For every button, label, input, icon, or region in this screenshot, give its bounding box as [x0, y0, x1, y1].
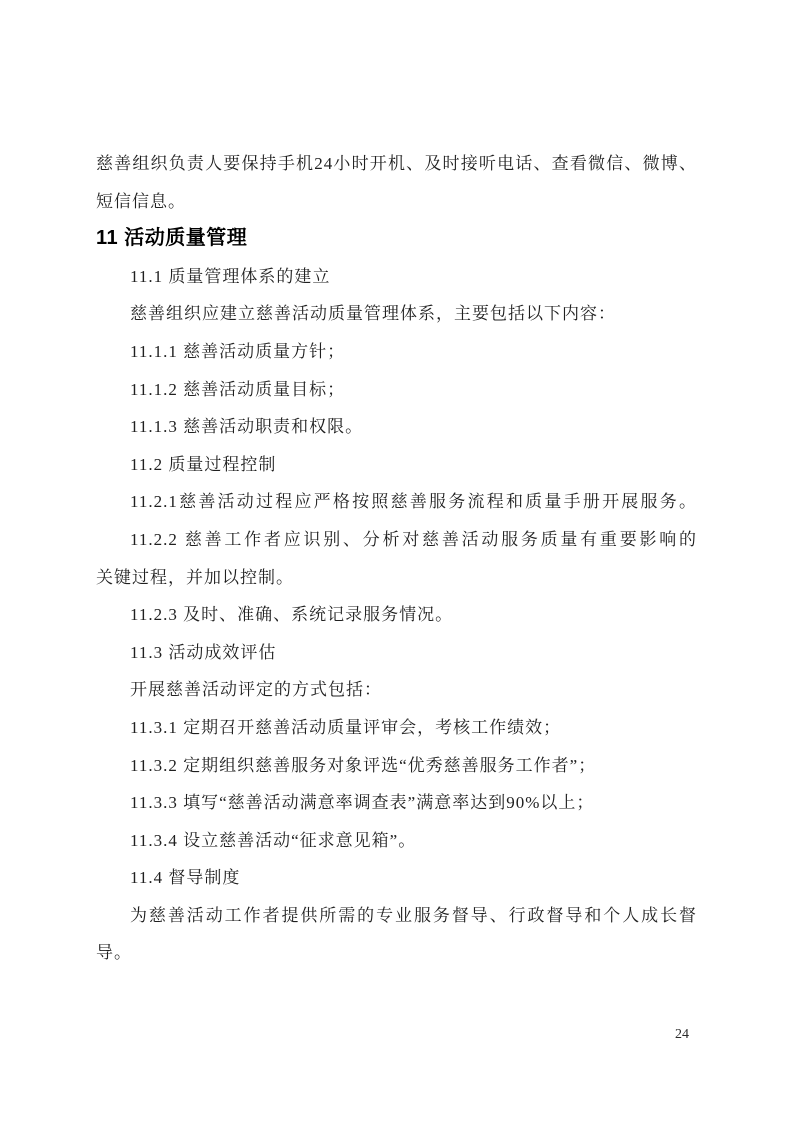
- document-line: 导。: [96, 943, 132, 963]
- section-heading: 11 活动质量管理: [96, 227, 248, 250]
- document-line: 慈善组织负责人要保持手机24小时开机、及时接听电话、查看微信、微博、: [96, 154, 697, 173]
- document-line: 11.2.2 慈善工作者应识别、分析对慈善活动服务质量有重要影响的: [130, 529, 697, 549]
- page-number: 24: [675, 1027, 689, 1042]
- document-line: 11.4 督导制度: [130, 868, 241, 888]
- document-line: 11.1.1 慈善活动质量方针；: [130, 341, 346, 361]
- document-line: 11.1.3 慈善活动职责和权限。: [130, 417, 364, 437]
- document-line: 11.1 质量管理体系的建立: [130, 266, 331, 286]
- document-line: 慈善组织应建立慈善活动质量管理体系，主要包括以下内容：: [130, 304, 616, 324]
- document-line: 开展慈善活动评定的方式包括：: [130, 680, 382, 700]
- document-line: 为慈善活动工作者提供所需的专业服务督导、行政督导和个人成长督: [130, 905, 697, 925]
- document-line: 11.3.2 定期组织慈善服务对象评选“优秀慈善服务工作者”；: [130, 755, 597, 775]
- document-line: 关键过程，并加以控制。: [96, 567, 294, 587]
- document-line: 11.3 活动成效评估: [130, 642, 277, 662]
- document-line: 11.3.3 填写“慈善活动满意率调查表”满意率达到90%以上；: [130, 793, 595, 813]
- document-line: 11.1.2 慈善活动质量目标；: [130, 379, 346, 399]
- document-line: 11.2.3 及时、准确、系统记录服务情况。: [130, 605, 454, 625]
- document-line: 11.3.1 定期召开慈善活动质量评审会，考核工作绩效；: [130, 717, 562, 737]
- document-line: 11.2 质量过程控制: [130, 454, 277, 474]
- document-line: 短信信息。: [96, 191, 186, 211]
- document-line: 11.3.4 设立慈善活动“征求意见箱”。: [130, 830, 417, 850]
- document-line: 11.2.1慈善活动过程应严格按照慈善服务流程和质量手册开展服务。: [130, 492, 697, 512]
